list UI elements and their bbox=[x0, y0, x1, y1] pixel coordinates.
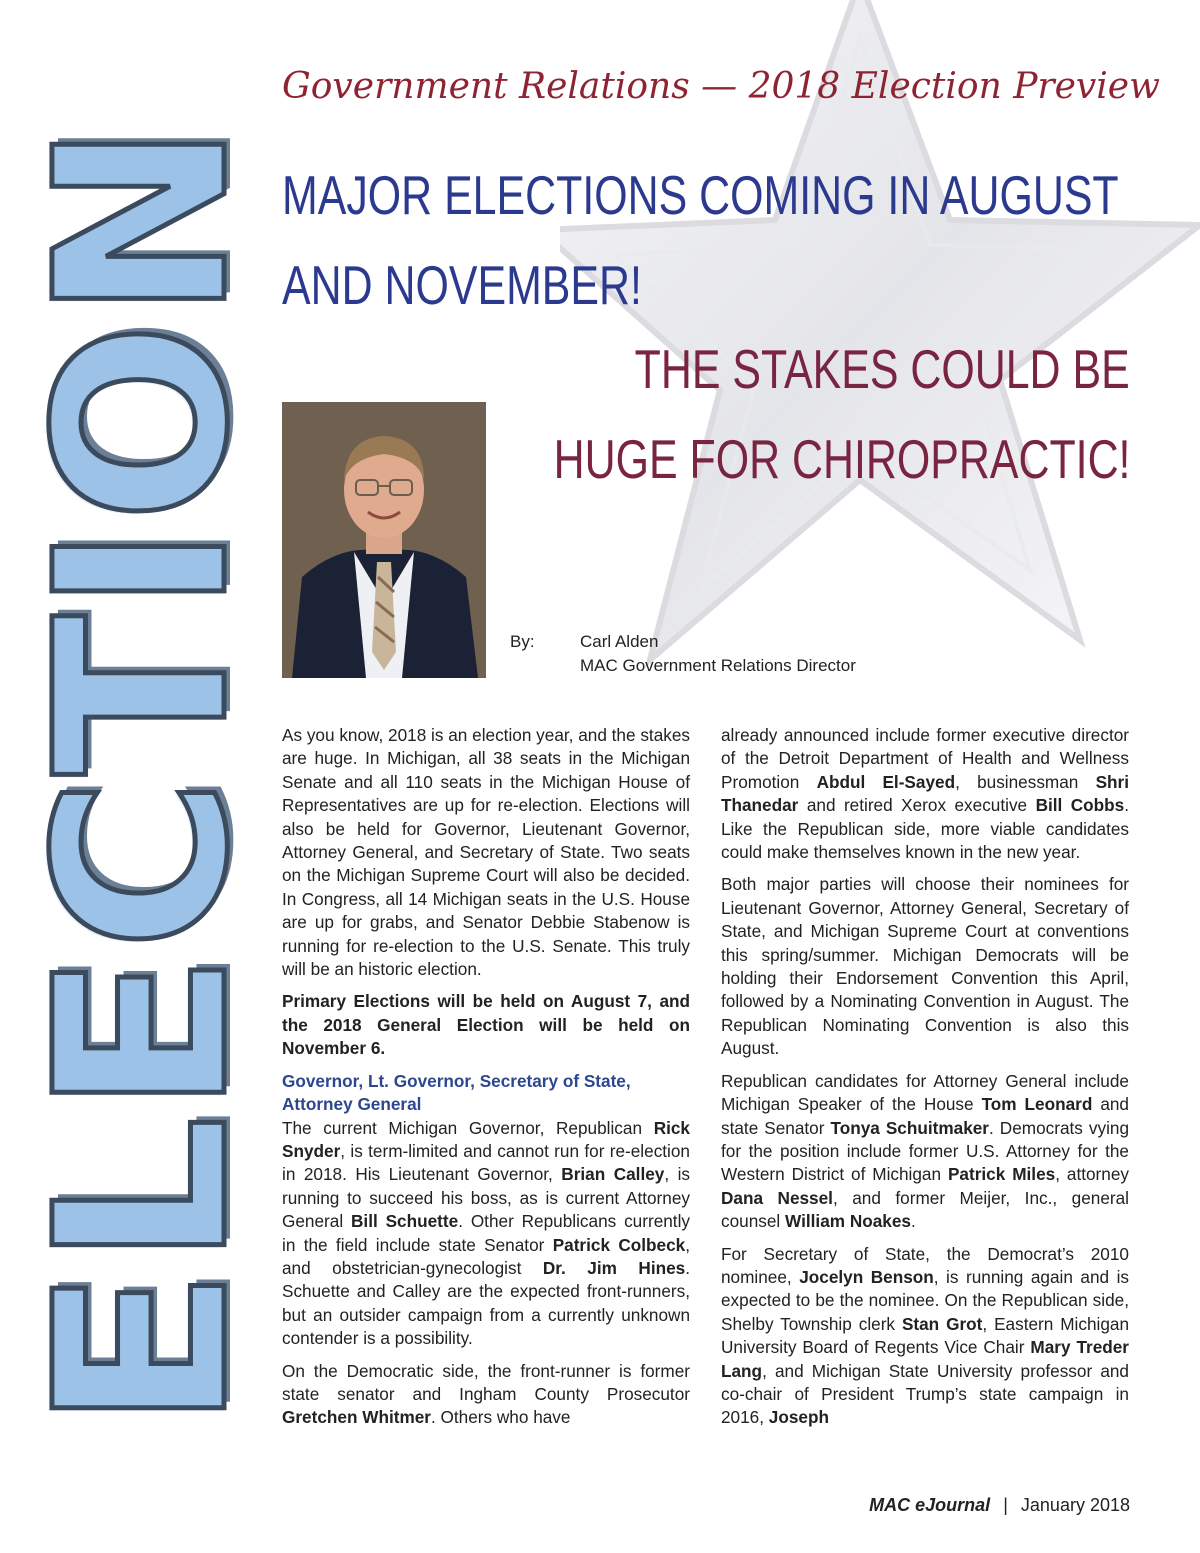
issue-date: January 2018 bbox=[1020, 1495, 1130, 1515]
paragraph: Republican candidates for Attorney General include Michigan Speaker of the House Tom Leonard and state Senator Tonya Schuitmaker. Democrats vying for the position include former U.S. Attorney for the Western District of Michigan Patrick Miles, attorney Dana Nessel, and former Meijer, Inc., general counsel William Noakes. bbox=[721, 1070, 1130, 1232]
election-dates-paragraph: Primary Elections will be held on August 7, and the 2018 General Election will be held on November 6. bbox=[282, 991, 690, 1059]
page-footer bbox=[869, 1495, 1130, 1516]
subheadline-line-1: THE STAKES COULD BE bbox=[634, 338, 1130, 400]
paragraph: As you know, 2018 is an election year, and the stakes are huge. In Michigan, all 38 seats in the Michigan Senate and all 110 seats in the Michigan House of Representatives are up for re-election. Elections will also be held for Governor, Lieutenant Governor, Attorney General, and Secretary of State. Two seats on the Michigan Supreme Court will also be decided. In Congress, all 14 Michigan seats in the U.S. House are up for grabs, and Senator Debbie Stabenow is running for re-election to the U.S. Senate. This truly will be an historic election. bbox=[282, 725, 690, 980]
author-role: MAC Government Relations Director bbox=[580, 656, 856, 675]
subheadline-line-2: HUGE FOR CHIROPRACTIC! bbox=[553, 428, 1130, 490]
election-side-graphic bbox=[5, 55, 280, 1495]
paragraph: The current Michigan Governor, Republican Rick Snyder, is term-limited and cannot run for re-election in 2018. His Lieutenant Governor, Brian Calley, is running to succeed his boss, as is current Attorney General Bill Schuette. Other Republicans currently in the field include state Senator Patrick Colbeck, and obstetrician-gynecologist Dr. Jim Hines. Schuette and Calley are the expected front-runners, but an outsider campaign from a currently unknown contender is a possibility. bbox=[282, 1117, 690, 1349]
headline-line-2: AND NOVEMBER! bbox=[282, 254, 642, 316]
byline-label: By: bbox=[510, 632, 535, 651]
paragraph: On the Democratic side, the front-runner is former state senator and Ingham County Prosecutor Gretchen Whitmer. Others who have bbox=[282, 1360, 690, 1428]
paragraph: For Secretary of State, the Democrat’s 2010 nominee, Jocelyn Benson, is running again and is expected to be the nominee. On the Republican side, Shelby Township clerk Stan Grot, Eastern Michigan University Board of Regents Vice Chair Mary Treder Lang, and Michigan State University professor and co-chair of President Trump’s state campaign in 2016, Joseph bbox=[721, 1243, 1130, 1428]
election-word: ELECTION bbox=[5, 120, 280, 1430]
article-column-left bbox=[282, 724, 690, 1439]
paragraph: Both major parties will choose their nominees for Lieutenant Governor, Attorney General, Secretary of State, and Michigan Supreme Court at conventions this spring/summer. Michigan Democrats will be holding their Endorsement Convention this April, followed by a Nominating Convention in August. The Republican Nominating Convention is also this August. bbox=[721, 874, 1129, 1059]
headline-line-1: MAJOR ELECTIONS COMING IN AUGUST bbox=[282, 164, 1119, 226]
paragraph: already announced include former executive director of the Detroit Department of Health and Wellness Promotion Abdul El-Sayed, businessman Shri Thanedar and retired Xerox executive Bill Cobbs. Like the Republican side, more viable candidates could make themselves known in the new year. bbox=[721, 725, 1130, 863]
article-column-right bbox=[721, 724, 1129, 1439]
journal-name: MAC eJournal bbox=[869, 1495, 991, 1515]
author-name: Carl Alden bbox=[580, 632, 659, 651]
author-portrait bbox=[282, 402, 486, 678]
section-subhead: Governor, Lt. Governor, Secretary of State, Attorney General bbox=[282, 1070, 631, 1115]
footer-separator: | bbox=[1003, 1495, 1008, 1515]
section-kicker: Government Relations — 2018 Election Preview bbox=[282, 66, 1160, 107]
